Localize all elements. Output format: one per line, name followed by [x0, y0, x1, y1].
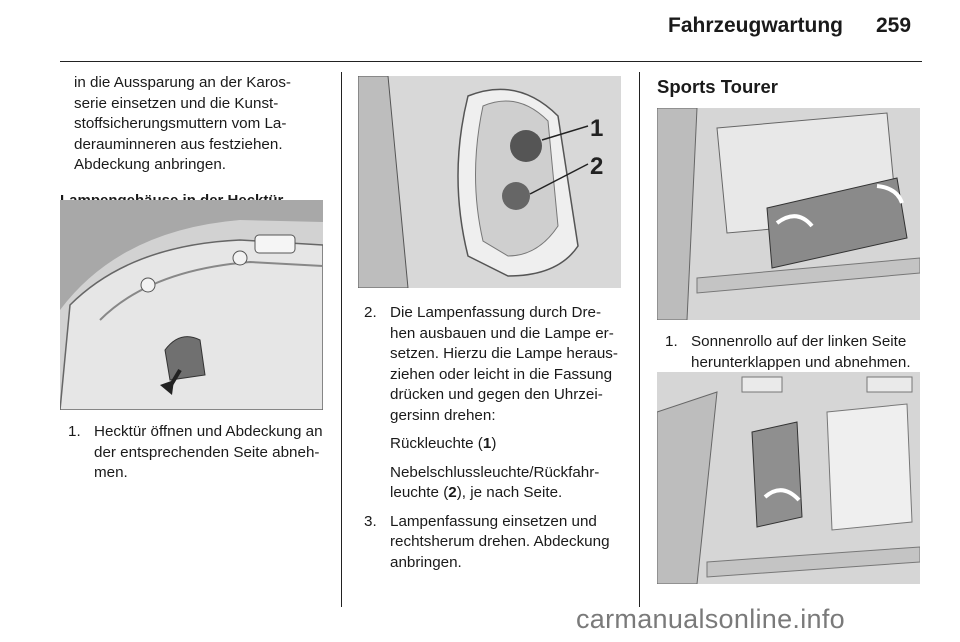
text-line: Lampenfassung einsetzen und: [390, 512, 597, 530]
text-line: serie einsetzen und die Kunst-: [74, 94, 279, 112]
header-rule: [60, 61, 922, 62]
watermark: carmanualsonline.info: [576, 604, 845, 634]
text-line: men.: [94, 464, 128, 481]
text-line: drücken und gegen den Uhrzei-: [390, 386, 603, 403]
tailgate-illustration: [60, 200, 323, 410]
page-header-title: Fahrzeugwartung: [668, 14, 844, 37]
column-1: [60, 73, 330, 211]
text-line: Sonnenrollo auf der linken Seite: [691, 333, 907, 350]
rear-light-line: Rückleuchte (1): [390, 435, 497, 452]
column-1-steps: [60, 422, 330, 484]
step-number: 3.: [364, 512, 377, 530]
text-line: der entsprechenden Seite abneh-: [94, 443, 320, 461]
text-line: ziehen oder leicht in die Fassung: [390, 365, 613, 383]
step-number: 2.: [364, 304, 377, 321]
text-line: Die Lampenfassung durch Dre-: [390, 304, 602, 321]
text-line: setzen. Hierzu die Lampe heraus-: [390, 345, 618, 362]
sunshade-illustration: [657, 108, 920, 320]
callout-1: 1: [590, 115, 604, 142]
list-item: [358, 512, 628, 574]
step-number: 1.: [665, 333, 678, 350]
text-line: Abdeckung anbringen.: [74, 156, 226, 173]
text-line: in die Aussparung an der Karos-: [74, 74, 291, 91]
lamp-housing-illustration: [358, 76, 621, 288]
step-number: 1.: [68, 423, 81, 440]
section-title: Sports Tourer: [657, 76, 778, 97]
column-3: [657, 77, 927, 98]
text-line: rechtsherum drehen. Abdeckung: [390, 533, 610, 550]
text-line: gersinn drehen:: [390, 406, 496, 424]
text-line: Nebelschlussleuchte/Rückfahr-: [390, 463, 600, 481]
column-2-steps: [358, 303, 628, 573]
continued-paragraph: [60, 73, 330, 176]
fog-light-line: leuchte (2), je nach Seite.: [390, 484, 563, 501]
list-item: [358, 303, 628, 504]
callout-2: 2: [590, 153, 604, 180]
page-number: 259: [876, 14, 912, 37]
text-line: Hecktür öffnen und Abdeckung an: [94, 423, 323, 440]
column-divider-2: [639, 72, 640, 607]
trunk-cover-illustration: [657, 372, 920, 584]
text-line: derauminneren aus festziehen.: [74, 135, 283, 153]
text-line: stoffsicherungsmuttern vom La-: [74, 115, 287, 132]
column-divider-1: [341, 72, 342, 607]
list-item: [60, 422, 330, 484]
text-line: herunterklappen und abnehmen.: [691, 353, 911, 371]
list-item: [657, 332, 927, 373]
column-3-steps: [657, 332, 927, 373]
text-line: hen ausbauen und die Lampe er-: [390, 324, 614, 342]
text-line: anbringen.: [390, 553, 462, 571]
